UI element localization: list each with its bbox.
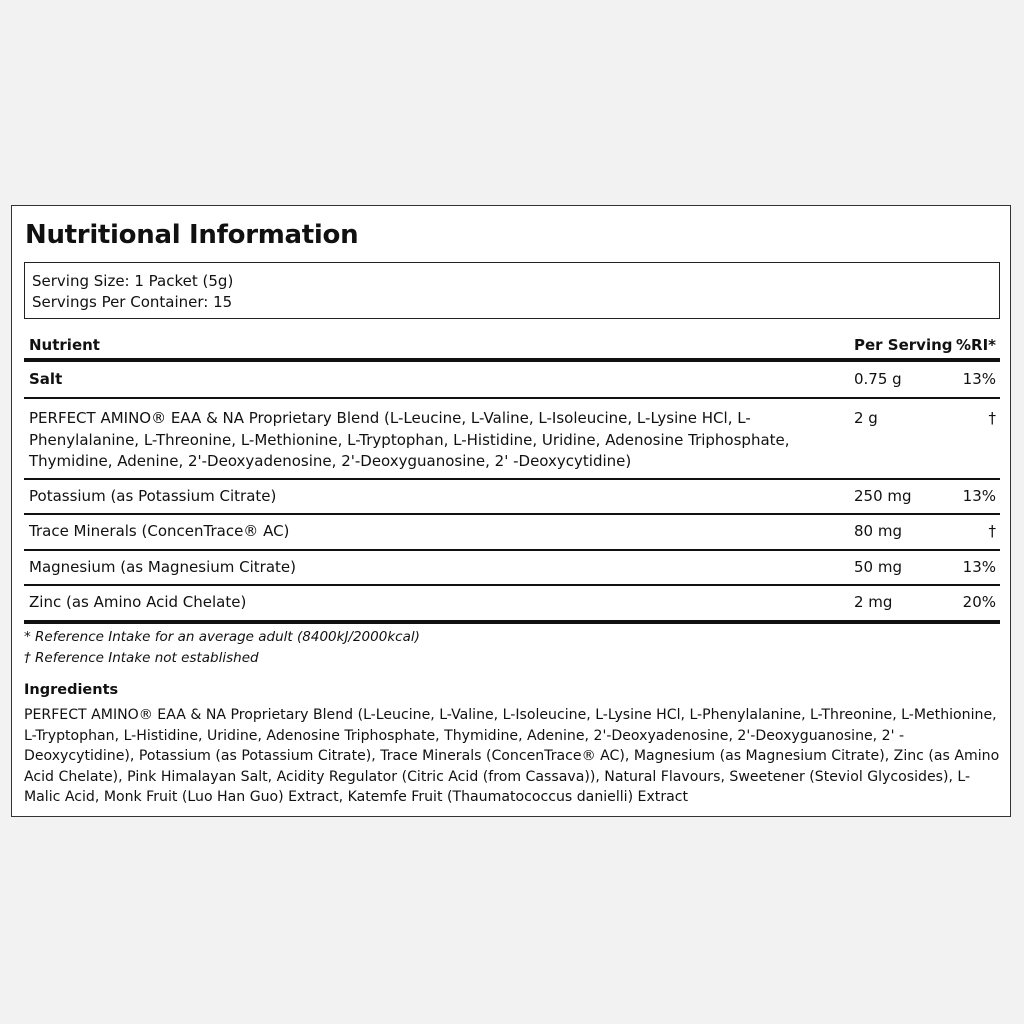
table-row [24, 514, 1000, 550]
servings-per-container: Servings Per Container: 15 [32, 293, 233, 311]
header-ri: %RI* [953, 331, 1001, 360]
nutrition-panel [11, 205, 1011, 817]
table-row [24, 398, 1000, 479]
nutrient-name: Potassium (as Potassium Citrate) [24, 479, 854, 515]
nutrient-amount: 50 mg [854, 550, 953, 586]
nutrient-amount: 2 mg [854, 585, 953, 622]
table-row-salt [24, 360, 1000, 398]
header-nutrient: Nutrient [24, 331, 854, 360]
nutrient-ri: † [953, 514, 1001, 550]
nutrient-ri: 13% [953, 360, 1001, 398]
ingredients-heading: Ingredients [24, 682, 119, 698]
nutrient-name: PERFECT AMINO® EAA & NA Proprietary Blend (L-Leucine, L-Valine, L-Isoleucine, L-Lysine HCl, L-Phenylalanine, L-Threonine, L-Methionine, L-Tryptophan, L-Histidine, Uridine, Adenosine Triphosphate, Thymidine, Adenine, 2'-Deoxyadenosine, 2'-Deoxyguanosine, 2' -Deoxycytidine) [24, 398, 854, 479]
serving-size: Serving Size: 1 Packet (5g) [32, 272, 234, 290]
table-row [24, 550, 1000, 586]
nutrient-name: Zinc (as Amino Acid Chelate) [24, 585, 854, 622]
nutrient-ri: 13% [953, 479, 1001, 515]
serving-info-box [24, 262, 1000, 319]
footnotes [24, 627, 420, 669]
table-header-row [24, 331, 1000, 360]
nutrient-ri: † [953, 398, 1001, 479]
nutrient-ri: 13% [953, 550, 1001, 586]
footnote-not-established: † Reference Intake not established [24, 650, 259, 666]
footnote-reference-intake: * Reference Intake for an average adult (8400kJ/2000kcal) [24, 629, 420, 645]
nutrient-name: Salt [24, 360, 854, 398]
ingredients-text: PERFECT AMINO® EAA & NA Proprietary Blend (L-Leucine, L-Valine, L-Isoleucine, L-Lysine HCl, L-Phenylalanine, L-Threonine, L-Methionine, L-Tryptophan, L-Histidine, Uridine, Adenosine Triphosphate, Thymidine, Adenine, 2'-Deoxyadenosine, 2'-Deoxyguanosine, 2' -Deoxycytidine), Potassium (as Potassium Citrate), Trace Minerals (ConcenTrace® AC), Magnesium (as Magnesium Citrate), Zinc (as Amino Acid Chelate), Pink Himalayan Salt, Acidity Regulator (Citric Acid (from Cassava)), Natural Flavours, Sweetener (Steviol Glycosides), L-Malic Acid, Monk Fruit (Luo Han Guo) Extract, Katemfe Fruit (Thaumatococcus danielli) Extract [24, 707, 1000, 806]
nutrient-ri: 20% [953, 585, 1001, 622]
nutrition-table [24, 331, 1000, 624]
nutrient-amount: 250 mg [854, 479, 953, 515]
nutrient-name: Magnesium (as Magnesium Citrate) [24, 550, 854, 586]
panel-title: Nutritional Information [25, 220, 359, 250]
nutrient-amount: 80 mg [854, 514, 953, 550]
nutrient-name: Trace Minerals (ConcenTrace® AC) [24, 514, 854, 550]
nutrient-amount: 0.75 g [854, 360, 953, 398]
table-row [24, 479, 1000, 515]
nutrient-amount: 2 g [854, 398, 953, 479]
header-per-serving: Per Serving [854, 331, 953, 360]
table-row [24, 585, 1000, 622]
